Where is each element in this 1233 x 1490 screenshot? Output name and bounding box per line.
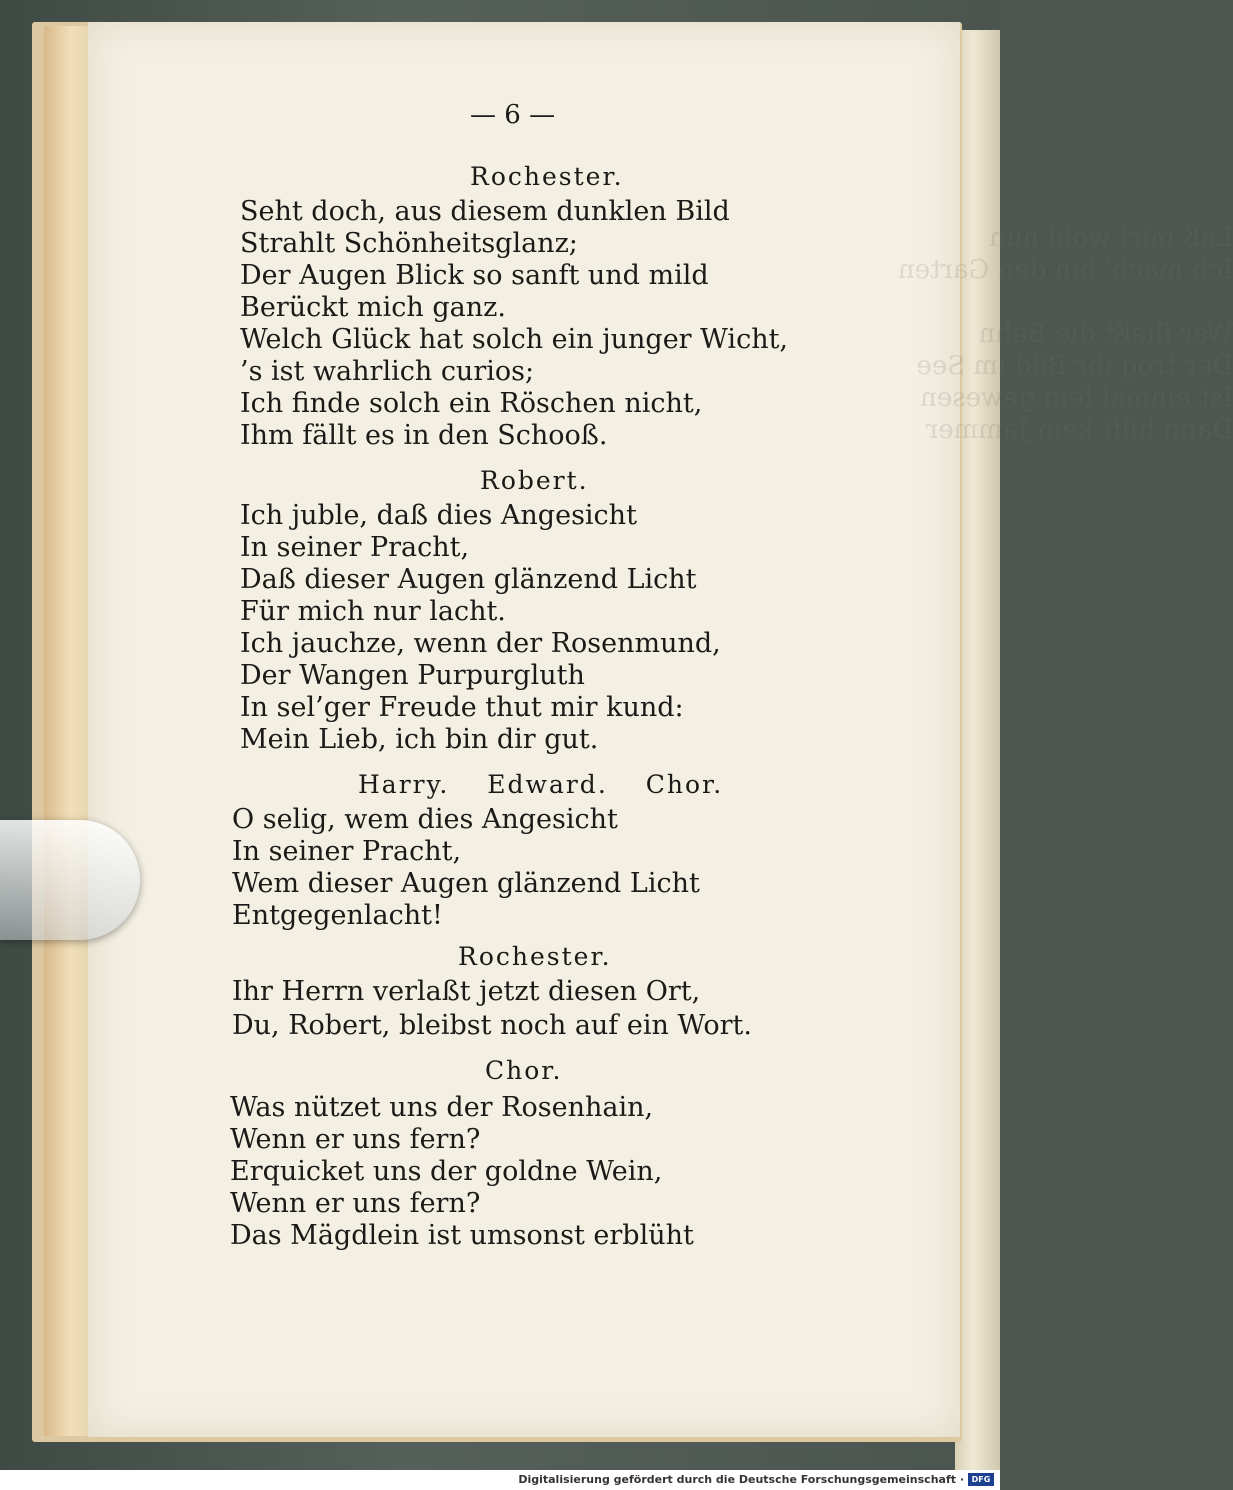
page-number: — 6 — bbox=[470, 100, 556, 130]
verse-line: Für mich nur lacht. bbox=[240, 596, 506, 627]
verse-line: In sel’ger Freude thut mir kund: bbox=[240, 692, 684, 723]
verse-line: Entgegenlacht! bbox=[232, 900, 443, 931]
verse-line: Strahlt Schönheitsglanz; bbox=[240, 228, 578, 259]
verse-line: Ihm fällt es in den Schooß. bbox=[240, 420, 608, 451]
verse-line: Seht doch, aus diesem dunklen Bild bbox=[240, 196, 730, 227]
verse-line: Ich jauchze, wenn der Rosenmund, bbox=[240, 628, 721, 659]
show-through-text: Laß mir! wohl nun Ich mach' hin den Garten Wer fließt die Bahn Der trog ihr Bild im See Ist einmal fein gewesen Dann hilft kein Jammer bbox=[898, 223, 1233, 445]
speaker-name: Rochester. bbox=[458, 942, 612, 971]
verse-line: Ihr Herrn verlaßt jetzt diesen Ort, bbox=[232, 976, 701, 1007]
speaker-name: Robert. bbox=[480, 466, 589, 495]
verse-line: Was nützet uns der Rosenhain, bbox=[230, 1092, 654, 1123]
verse-line: Mein Lieb, ich bin dir gut. bbox=[240, 724, 599, 755]
verse-line: ’s ist wahrlich curios; bbox=[240, 356, 535, 387]
page-clip bbox=[0, 820, 140, 940]
digitization-footer bbox=[0, 1470, 1000, 1490]
verse-line: Wenn er uns fern? bbox=[230, 1188, 481, 1219]
verse-line: Wenn er uns fern? bbox=[230, 1124, 481, 1155]
verse-line: O selig, wem dies Angesicht bbox=[232, 804, 618, 835]
verse-line: Der Wangen Purpurgluth bbox=[240, 660, 585, 691]
speaker-name: Harry. Edward. Chor. bbox=[358, 770, 724, 799]
verse-line: Ich juble, daß dies Angesicht bbox=[240, 500, 637, 531]
verse-line: Welch Glück hat solch ein junger Wicht, bbox=[240, 324, 789, 355]
verse-line: Berückt mich ganz. bbox=[240, 292, 506, 323]
verse-line: Wem dieser Augen glänzend Licht bbox=[232, 868, 700, 899]
verse-line: Ich finde solch ein Röschen nicht, bbox=[240, 388, 703, 419]
speaker-name: Chor. bbox=[485, 1056, 563, 1085]
verse-line: Daß dieser Augen glänzend Licht bbox=[240, 564, 697, 595]
dfg-logo: DFG bbox=[968, 1473, 994, 1486]
page-stack-edge bbox=[44, 26, 88, 1436]
verse-line: Der Augen Blick so sanft und mild bbox=[240, 260, 709, 291]
verse-line: Erquicket uns der goldne Wein, bbox=[230, 1156, 663, 1187]
verse-line: Das Mägdlein ist umsonst erblüht bbox=[230, 1220, 694, 1251]
verse-line: Du, Robert, bleibst noch auf ein Wort. bbox=[232, 1010, 752, 1041]
verse-line: In seiner Pracht, bbox=[240, 532, 470, 563]
speaker-name: Rochester. bbox=[470, 162, 624, 191]
footer-text: Digitalisierung gefördert durch die Deutsche Forschungsgemeinschaft · bbox=[518, 1473, 964, 1486]
verse-line: In seiner Pracht, bbox=[232, 836, 462, 867]
